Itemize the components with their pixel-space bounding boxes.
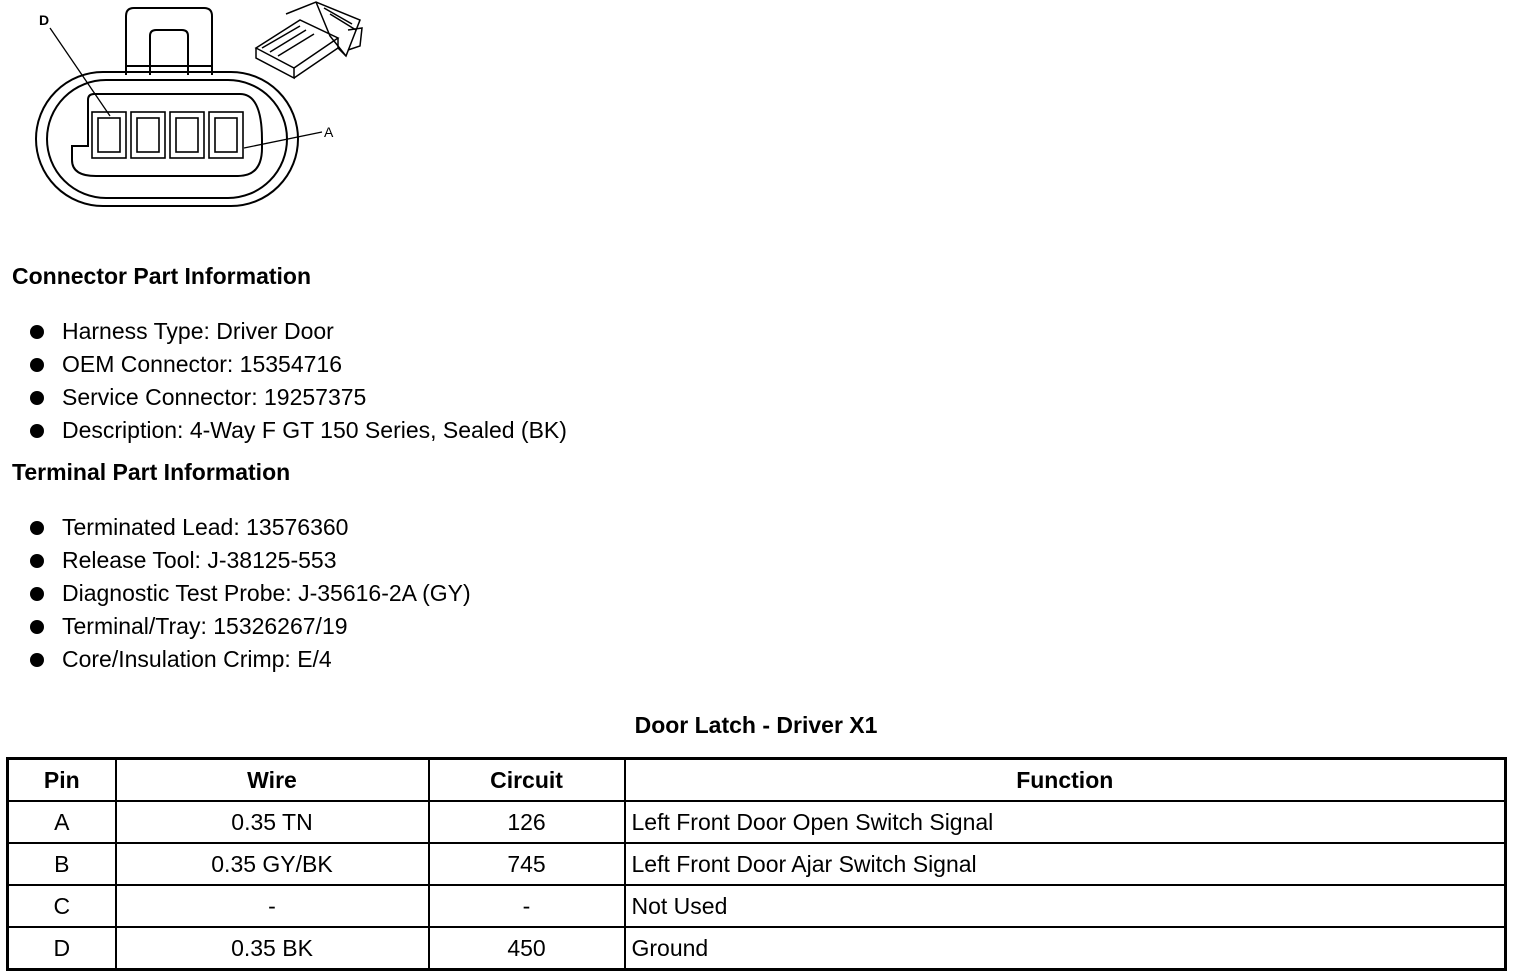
cell-pin: A [8,801,116,843]
bullet-icon [30,325,44,339]
cell-function: Not Used [625,885,1506,927]
table-row [8,801,1506,843]
connector-3d-icon [256,2,362,78]
cell-function: Left Front Door Open Switch Signal [625,801,1506,843]
bullet-icon [30,358,44,372]
cell-pin: C [8,885,116,927]
cell-wire: 0.35 BK [116,927,429,970]
terminal-info-title: Terminal Part Information [12,459,291,485]
header-pin: Pin [8,759,116,802]
table-row [8,885,1506,927]
list-item: Harness Type: Driver Door [28,315,567,348]
cell-circuit: 745 [429,843,625,885]
cell-wire: - [116,885,429,927]
terminal-info-list [28,511,471,676]
bullet-icon [30,424,44,438]
cell-circuit: 126 [429,801,625,843]
list-item: Description: 4-Way F GT 150 Series, Sealed (BK) [28,414,567,447]
list-item: Diagnostic Test Probe: J-35616-2A (GY) [28,577,471,610]
connector-info-title: Connector Part Information [12,263,312,289]
list-item: Service Connector: 19257375 [28,381,567,414]
cell-pin: D [8,927,116,970]
connector-info-list [28,315,567,447]
cell-wire: 0.35 GY/BK [116,843,429,885]
list-item: Terminal/Tray: 15326267/19 [28,610,471,643]
header-function: Function [625,759,1506,802]
pin-table [6,757,1507,971]
cell-wire: 0.35 TN [116,801,429,843]
cell-circuit: 450 [429,927,625,970]
table-header-row [8,759,1506,802]
cell-function: Ground [625,927,1506,970]
bullet-icon [30,620,44,634]
header-wire: Wire [116,759,429,802]
bullet-icon [30,521,44,535]
table-row [8,927,1506,970]
bullet-icon [30,587,44,601]
list-item: Release Tool: J-38125-553 [28,544,471,577]
bullet-icon [30,653,44,667]
callout-d-label: D [39,12,50,28]
list-item: Terminated Lead: 13576360 [28,511,471,544]
connector-face-diagram [0,0,380,230]
list-item: Core/Insulation Crimp: E/4 [28,643,471,676]
cell-circuit: - [429,885,625,927]
pin-table-title: Door Latch - Driver X1 [634,712,878,738]
header-circuit: Circuit [429,759,625,802]
cell-pin: B [8,843,116,885]
callout-a-label: A [324,124,334,140]
table-row [8,843,1506,885]
bullet-icon [30,391,44,405]
bullet-icon [30,554,44,568]
list-item: OEM Connector: 15354716 [28,348,567,381]
cell-function: Left Front Door Ajar Switch Signal [625,843,1506,885]
